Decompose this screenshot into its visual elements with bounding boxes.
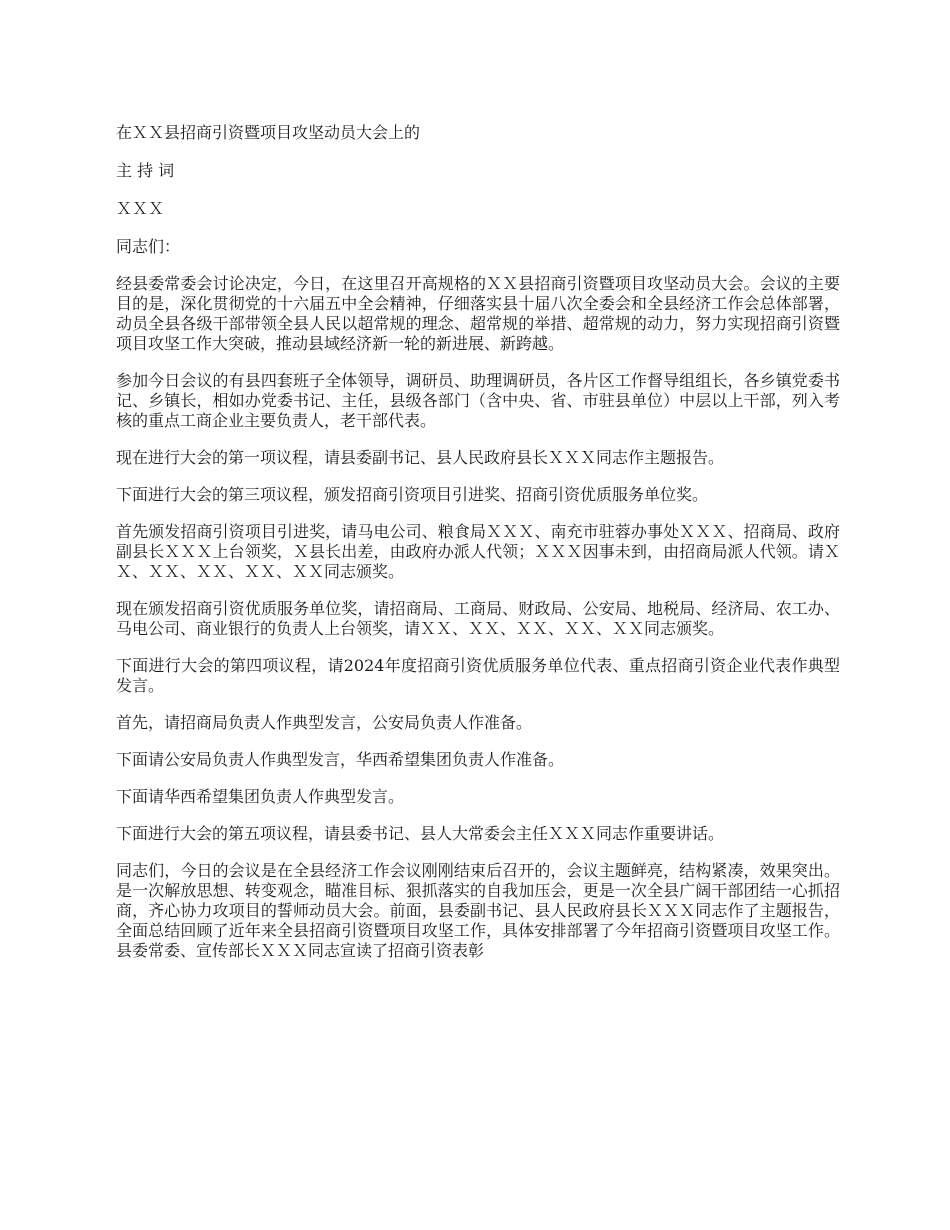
paragraph-agenda-1: 现在进行大会的第一项议程，请县委副书记、县人民政府县长ＸＸＸ同志作主题报告。 — [116, 448, 725, 467]
document-salutation: 同志们： — [116, 237, 181, 256]
paragraph-agenda-3: 下面进行大会的第三项议程，颁发招商引资项目引进奖、招商引资优质服务单位奖。 — [116, 485, 709, 504]
paragraph-agenda-5: 下面进行大会的第五项议程，请县委书记、县人大常委会主任ＸＸＸ同志作重要讲话。 — [116, 824, 725, 843]
paragraph-agenda-4: 下面进行大会的第四项议程，请2024年度招商引资优质服务单位代表、重点招商引资企业代表作典型发言。 — [116, 656, 840, 695]
paragraph-project-award: 首先颁发招商引资项目引进奖，请马电公司、粮食局ＸＸＸ、南充市驻蓉办事处ＸＸＸ、招商局、政府副县长ＸＸＸ上台领奖，Ｘ县长出差，由政府办派人代领；ＸＸＸ因事未到，由招商局派人代领。请ＸＸ、ＸＸ、ＸＸ、ＸＸ、ＸＸ同志颁奖。 — [116, 522, 840, 581]
paragraph-closing: 同志们，今日的会议是在全县经济工作会议刚刚结束后召开的，会议主题鲜亮，结构紧凑，效果突出。是一次解放思想、转变观念，瞄准目标、狠抓落实的自我加压会，更是一次全县广阔干部团结一心抓招商，齐心协力攻项目的誓师动员大会。前面，县委副书记、县人民政府县长ＸＸＸ同志作了主题报告，全面总结回顾了近年来全县招商引资暨项目攻坚工作，具体安排部署了今年招商引资暨项目攻坚工作。县委常委、宣传部长ＸＸＸ同志宣读了招商引资表彰 — [116, 861, 840, 960]
paragraph-attendees: 参加今日会议的有县四套班子全体领导，调研员、助理调研员，各片区工作督导组组长，各乡镇党委书记、乡镇长，相如办党委书记、主任，县级各部门（含中央、省、市驻县单位）中层以上干部，列入考核的重点工商企业主要负责人，老干部代表。 — [116, 371, 840, 430]
paragraph-speech-1: 首先，请招商局负责人作典型发言，公安局负责人作准备。 — [116, 713, 533, 732]
document-author: ＸＸＸ — [116, 199, 165, 218]
paragraph-opening: 经县委常委会讨论决定，今日，在这里召开高规格的ＸＸ县招商引资暨项目攻坚动员大会。会议的主要目的是，深化贯彻党的十六届五中全会精神，仔细落实县十届八次全委会和全县经济工作会总体部署，动员全县各级干部带领全县人民以超常规的理念、超常规的举措、超常规的动力，努力实现招商引资暨项目攻坚工作大突破，推动县域经济新一轮的新进展、新跨越。 — [116, 274, 840, 353]
document-title: 在ＸＸ县招商引资暨项目攻坚动员大会上的 — [116, 123, 421, 142]
paragraph-speech-2: 下面请公安局负责人作典型发言，华西希望集团负责人作准备。 — [116, 750, 565, 769]
document-subtitle: 主 持 词 — [116, 161, 175, 180]
document-page — [116, 123, 840, 978]
paragraph-speech-3: 下面请华西希望集团负责人作典型发言。 — [116, 787, 405, 806]
paragraph-service-award: 现在颁发招商引资优质服务单位奖，请招商局、工商局、财政局、公安局、地税局、经济局、农工办、马电公司、商业银行的负责人上台领奖，请ＸＸ、ＸＸ、ＸＸ、ＸＸ、ＸＸ同志颁奖。 — [116, 599, 840, 638]
